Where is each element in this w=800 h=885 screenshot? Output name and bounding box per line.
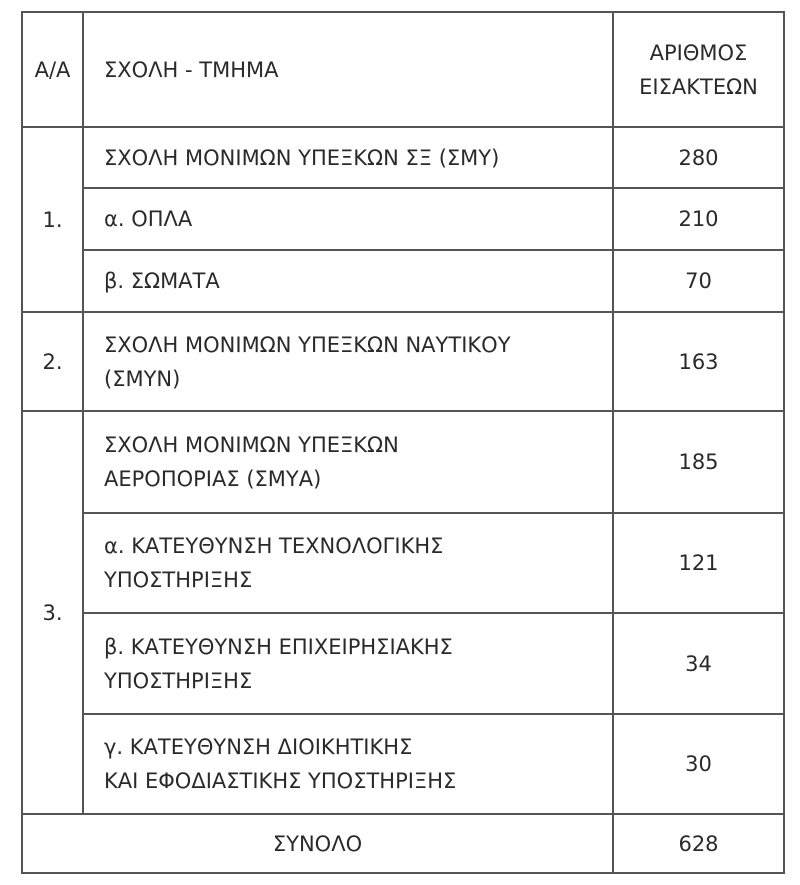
- admissions-table: [21, 11, 785, 874]
- table-row: [22, 411, 784, 513]
- admission-count: 121: [613, 513, 784, 613]
- school-name-line1: ΣΧΟΛΗ ΜΟΝΙΜΩΝ ΥΠΕΞΚΩΝ ΝΑΥΤΙΚΟΥ: [104, 332, 511, 357]
- admission-count: 163: [613, 312, 784, 411]
- table-row: [22, 250, 784, 312]
- table-row: [22, 127, 784, 188]
- header-school: ΣΧΟΛΗ - ΤΜΗΜΑ: [83, 12, 613, 127]
- total-count: 628: [613, 814, 784, 873]
- table-row: [22, 613, 784, 714]
- school-name: [83, 312, 613, 411]
- table-row: [22, 714, 784, 814]
- school-name: ΣΧΟΛΗ ΜΟΝΙΜΩΝ ΥΠΕΞΚΩΝ ΣΞ (ΣΜΥ): [83, 127, 613, 188]
- table-row: [22, 513, 784, 613]
- header-count-line2: ΕΙΣΑΚΤΕΩΝ: [639, 74, 758, 99]
- admission-count: 210: [613, 188, 784, 250]
- total-row: [22, 814, 784, 873]
- school-name: [83, 613, 613, 714]
- group-number: 2.: [22, 312, 83, 411]
- school-name-line1: β. ΚΑΤΕΥΘΥΝΣΗ ΕΠΙΧΕΙΡΗΣΙΑΚΗΣ: [104, 634, 453, 659]
- school-name-line2: (ΣΜΥΝ): [104, 366, 181, 391]
- school-name-line1: ΣΧΟΛΗ ΜΟΝΙΜΩΝ ΥΠΕΞΚΩΝ: [104, 433, 399, 457]
- admission-count: 30: [613, 714, 784, 814]
- admission-count: 185: [613, 411, 784, 513]
- school-name: [83, 513, 613, 613]
- school-name: α. ΟΠΛΑ: [83, 188, 613, 250]
- group-number: 1.: [22, 127, 83, 312]
- school-name-line1: γ. ΚΑΤΕΥΘΥΝΣΗ ΔΙΟΙΚΗΤΙΚΗΣ: [104, 735, 413, 759]
- school-name: β. ΣΩΜΑΤΑ: [83, 250, 613, 312]
- admission-count: 280: [613, 127, 784, 188]
- school-name: [83, 714, 613, 814]
- header-row: [22, 12, 784, 127]
- admission-count: 70: [613, 250, 784, 312]
- school-name: [83, 411, 613, 513]
- school-name-line2: ΑΕΡΟΠΟΡΙΑΣ (ΣΜΥΑ): [104, 467, 322, 491]
- table-row: [22, 188, 784, 250]
- header-count: [613, 12, 784, 127]
- admission-count: 34: [613, 613, 784, 714]
- group-number: 3.: [22, 411, 83, 814]
- school-name-line2: ΚΑΙ ΕΦΟΔΙΑΣΤΙΚΗΣ ΥΠΟΣΤΗΡΙΞΗΣ: [104, 769, 457, 793]
- header-aa: Α/Α: [22, 12, 83, 127]
- total-label: ΣΥΝΟΛΟ: [22, 814, 613, 873]
- school-name-line2: ΥΠΟΣΤΗΡΙΞΗΣ: [104, 668, 253, 693]
- header-count-line1: ΑΡΙΘΜΟΣ: [649, 40, 748, 65]
- school-name-line2: ΥΠΟΣΤΗΡΙΞΗΣ: [104, 568, 253, 592]
- table-row: [22, 312, 784, 411]
- school-name-line1: α. ΚΑΤΕΥΘΥΝΣΗ ΤΕΧΝΟΛΟΓΙΚΗΣ: [104, 534, 444, 558]
